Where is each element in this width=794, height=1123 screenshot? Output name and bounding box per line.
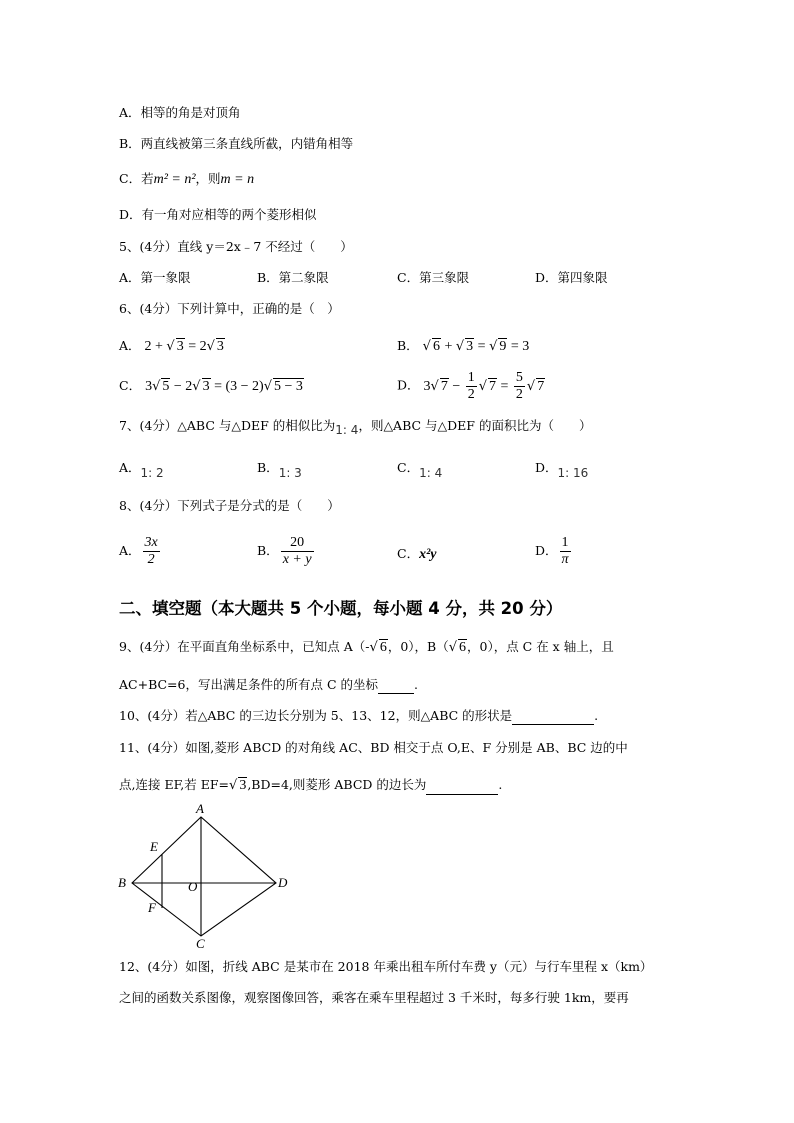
q11-line2-a: 点,连接 EF,若 EF=	[119, 777, 230, 792]
q4-option-c-expr2: m = n	[220, 172, 255, 187]
q8-option-c-label: C．	[397, 546, 420, 561]
q7-stem-a: 7、(4分）△ABC 与△DEF 的相似比为	[119, 418, 336, 433]
q6-option-d-label: D．	[397, 377, 420, 393]
q7-option-c-label: C．	[397, 460, 420, 475]
q7-option-d-label: D．	[535, 460, 558, 475]
q9-line2-text: AC+BC=6，写出满足条件的所有点 C 的坐标	[119, 677, 378, 692]
q6-option-b-label: B．	[397, 338, 419, 353]
rhombus-figure	[112, 804, 302, 950]
q6-option-c-expr: 3√ 5 − 2√ 3 = (3 − 2)√ 5 − 3	[145, 379, 303, 394]
q8-option-a-fraction	[143, 535, 160, 568]
label-o: O	[188, 879, 198, 894]
q8-option-d	[535, 535, 573, 568]
q7-stem	[119, 417, 591, 435]
q6-option-d	[397, 370, 545, 403]
q12-line1: 12、(4分）如图，折线 ABC 是某市在 2018 年乘出租车所付车费 y（元）与行车里程 x（km）	[119, 959, 653, 974]
q8-option-d-num: 1	[560, 535, 571, 552]
q6-option-c-label: C．	[119, 378, 142, 393]
q7-option-d-value: 1: 16	[557, 466, 589, 480]
q8-option-a-den: 2	[147, 552, 155, 567]
q9-line1-b: ，0），B（	[387, 639, 449, 654]
q4-option-c-mid: ，则	[195, 171, 221, 186]
q8-option-b	[257, 535, 316, 568]
q11-line2-b: ,BD=4,则菱形 ABCD 的边长为	[247, 777, 427, 792]
q7-option-b-label: B．	[257, 460, 279, 475]
q7-option-d	[535, 459, 589, 480]
q8-stem: 8、(4分）下列式子是分式的是（ ）	[119, 498, 340, 513]
q6-stem: 6、(4分）下列计算中，正确的是（ ）	[119, 301, 340, 316]
q9-radicand-b: 6	[459, 640, 466, 655]
label-b: B	[118, 875, 126, 890]
q6-option-a-expr: 2 + √ 3 = 2√ 3	[144, 339, 224, 354]
q9-line1	[119, 638, 614, 657]
q7-option-a-label: A．	[119, 460, 141, 475]
q8-option-a-num: 3x	[144, 535, 158, 550]
q8-option-a	[119, 535, 162, 568]
q8-option-b-den: x + y	[282, 552, 312, 567]
q6-option-c	[119, 377, 304, 396]
q7-stem-b: ，则△ABC 与△DEF 的面积比为（ ）	[358, 418, 592, 433]
rhombus-outline	[132, 817, 276, 936]
q11-line2	[119, 776, 502, 795]
q11-radical: √ 3	[229, 778, 247, 793]
q7-option-a	[119, 459, 164, 480]
q9-radical-b: √ 6	[448, 640, 466, 655]
q8-option-b-label: B．	[257, 543, 279, 558]
q6-option-b-expr: √ 6 + √ 3 = √ 9 = 3	[422, 339, 530, 354]
q11-line1: 11、(4分）如图,菱形 ABCD 的对角线 AC、BD 相交于点 O,E、F 分别是 AB、BC 边的中	[119, 740, 628, 755]
q10-text: 10、(4分）若△ABC 的三边长分别为 5、13、12，则△ABC 的形状是	[119, 708, 513, 723]
q5-option-a: A．第一象限	[119, 270, 191, 285]
q5-option-c: C．第三象限	[397, 270, 470, 285]
q8-option-c-expr: x²y	[419, 547, 437, 562]
q6-option-d-expr: 3√ 7 − $\frac{1}{2}$ √ 7 = $\frac{5}{2}$ √ 7	[423, 370, 545, 402]
q10-answer-blank[interactable]	[512, 710, 594, 725]
q10-end: .	[594, 708, 599, 723]
q6-option-a	[119, 337, 225, 356]
q8-option-a-label: A．	[119, 543, 141, 558]
q8-option-b-num: 20	[281, 535, 314, 552]
q5-option-b: B．第二象限	[257, 270, 329, 285]
q9-line1-a: 9、(4分）在平面直角坐标系中，已知点 A（-	[119, 639, 370, 654]
q8-option-d-fraction	[560, 535, 571, 568]
q9-radicand-a: 6	[379, 640, 387, 655]
q4-option-d: D．有一角对应相等的两个菱形相似	[119, 207, 317, 222]
label-d: D	[278, 875, 288, 890]
q7-option-b	[257, 459, 302, 480]
q7-option-b-value: 1: 3	[278, 466, 302, 480]
q11-line2-end: .	[498, 777, 503, 792]
q4-option-a: A．相等的角是对顶角	[119, 105, 241, 120]
q4-option-c-prefix: C．若	[119, 171, 154, 186]
q9-radical-a: √ 6	[369, 640, 387, 655]
q8-option-d-den: π	[561, 552, 569, 567]
q6-option-b	[397, 337, 529, 356]
label-f: F	[148, 900, 156, 915]
q12-line2: 之间的函数关系图像，观察图像回答，乘客在乘车里程超过 3 千米时，每多行驶 1km，要再	[119, 990, 629, 1005]
q4-option-c	[119, 170, 254, 189]
q9-line1-c: ，0），点 C 在 x 轴上，且	[467, 639, 614, 654]
q5-stem: 5、(4分）直线 y＝2x﹣7 不经过（ ）	[119, 239, 353, 254]
label-c: C	[196, 936, 205, 950]
q4-option-b: B．两直线被第三条直线所截，内错角相等	[119, 136, 354, 151]
section-title-fill-in: 二、填空题（本大题共 5 个小题，每小题 4 分，共 20 分）	[119, 599, 563, 618]
q9-answer-blank[interactable]	[378, 679, 414, 694]
q8-option-d-label: D．	[535, 543, 558, 558]
q8-option-c	[397, 545, 437, 564]
q5-option-d: D．第四象限	[535, 270, 608, 285]
q8-option-b-fraction	[281, 535, 314, 568]
q7-option-a-value: 1: 2	[140, 466, 164, 480]
label-e: E	[150, 839, 158, 854]
q9-line2	[119, 676, 418, 694]
q6-option-a-label: A．	[119, 338, 141, 353]
q7-option-c	[397, 459, 443, 480]
q7-stem-ratio: 1: 4	[335, 423, 359, 437]
q11-radicand: 3	[239, 778, 247, 793]
q11-answer-blank[interactable]	[426, 780, 498, 795]
q10-line	[119, 707, 598, 725]
q7-option-c-value: 1: 4	[419, 466, 443, 480]
q9-line2-end: .	[414, 677, 418, 692]
label-a: A	[196, 804, 204, 816]
q4-option-c-expr1: m² = n²	[153, 172, 196, 187]
